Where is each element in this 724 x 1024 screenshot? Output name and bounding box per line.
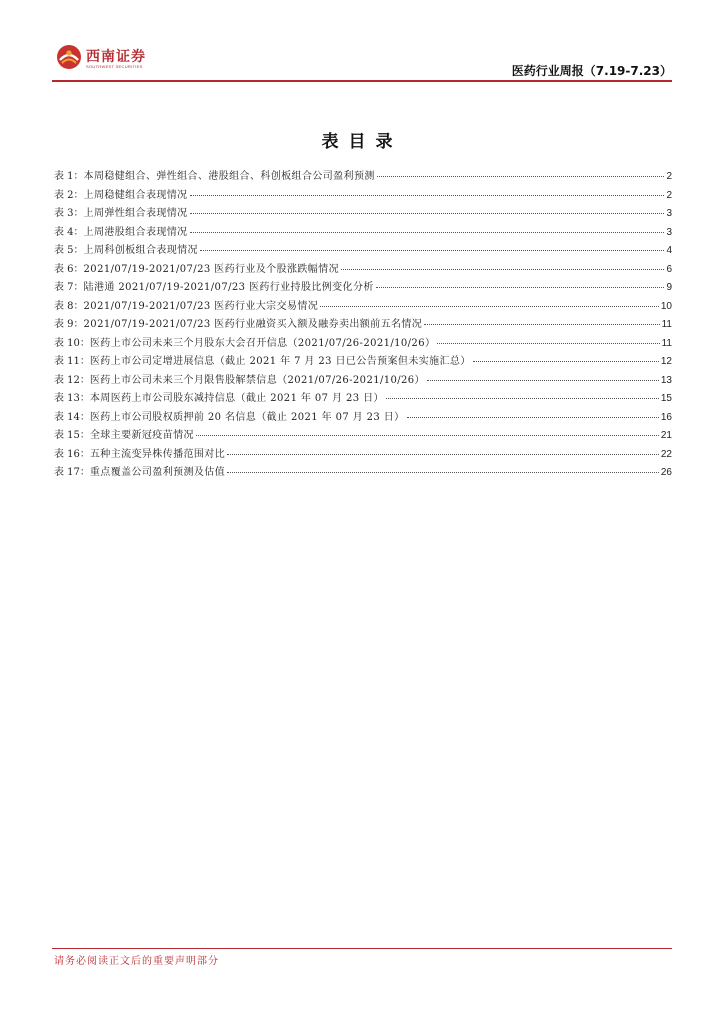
toc-entry[interactable] xyxy=(54,372,672,391)
toc-entry-title[interactable]: 医药上市公司股权质押前 20 名信息（截止 2021 年 07 月 23 日） xyxy=(89,411,405,423)
toc-entry[interactable] xyxy=(54,187,672,206)
toc-dot-leader xyxy=(190,195,665,196)
toc-entry-page[interactable]: 22 xyxy=(660,448,672,460)
toc-entry-label: 表 14： xyxy=(54,411,90,423)
toc-entry-title[interactable]: 本周稳健组合、弹性组合、港股组合、科创板组合公司盈利预测 xyxy=(83,171,375,182)
toc-entry-title[interactable]: 全球主要新冠疫苗情况 xyxy=(89,430,194,441)
company-logo xyxy=(56,44,156,74)
toc-dot-leader xyxy=(376,287,665,288)
toc-entry[interactable] xyxy=(54,446,672,465)
toc-entry[interactable] xyxy=(54,224,672,243)
toc-entry-title[interactable]: 上周弹性组合表现情况 xyxy=(83,208,188,219)
toc-entry-label: 表 17： xyxy=(54,467,90,478)
toc-entry-page[interactable]: 2 xyxy=(666,189,672,201)
toc-entry-title[interactable]: 上周港股组合表现情况 xyxy=(83,226,188,238)
toc-entry-page[interactable]: 3 xyxy=(666,208,672,219)
toc-dot-leader xyxy=(227,454,659,455)
toc-entry-page[interactable]: 12 xyxy=(660,356,672,367)
logo-name: 西南证券 xyxy=(86,49,146,65)
toc-entry-page[interactable]: 26 xyxy=(660,467,672,478)
toc-dot-leader xyxy=(407,417,659,418)
toc-entry-label: 表 1： xyxy=(54,171,84,182)
toc-entry-title[interactable]: 医药上市公司定增进展信息（截止 2021 年 7 月 23 日已公告预案但未实施汇总） xyxy=(89,356,471,367)
toc-dot-leader xyxy=(377,176,665,177)
toc-entry-title[interactable]: 2021/07/19-2021/07/23 医药行业及个股涨跌幅情况 xyxy=(83,263,339,275)
toc-entry-label: 表 2： xyxy=(54,189,84,201)
toc-dot-leader xyxy=(190,232,665,233)
toc-entry[interactable] xyxy=(54,409,672,428)
toc-dot-leader xyxy=(200,250,664,251)
toc-entry-page[interactable]: 13 xyxy=(660,374,672,386)
toc-dot-leader xyxy=(196,435,659,436)
toc-entry-page[interactable]: 16 xyxy=(660,411,672,423)
toc-entry-title[interactable]: 医药上市公司未来三个月限售股解禁信息（2021/07/26-2021/10/26） xyxy=(89,374,425,386)
toc-entry-label: 表 13： xyxy=(54,393,90,404)
sun-logo-icon xyxy=(56,44,82,70)
toc-entry[interactable] xyxy=(54,298,672,317)
toc-dot-leader xyxy=(473,361,659,362)
report-name: 医药行业周报（7.19-7.23） xyxy=(511,64,672,78)
toc-entry-title[interactable]: 陆港通 2021/07/19-2021/07/23 医药行业持股比例变化分析 xyxy=(83,282,374,293)
toc-entry-label: 表 4： xyxy=(54,226,84,238)
toc-entry-label: 表 8： xyxy=(54,300,84,312)
toc-entry-title[interactable]: 上周稳健组合表现情况 xyxy=(83,189,188,201)
toc-entry-page[interactable]: 9 xyxy=(666,282,672,293)
toc-dot-leader xyxy=(227,472,659,473)
toc-entry-page[interactable]: 11 xyxy=(661,337,672,349)
toc-entry[interactable] xyxy=(54,316,672,335)
toc-entry-label: 表 11： xyxy=(54,356,90,367)
toc-dot-leader xyxy=(386,398,659,399)
toc-entry[interactable] xyxy=(54,390,672,409)
footer-divider xyxy=(52,948,672,949)
toc-entry[interactable] xyxy=(54,353,672,372)
toc-entry-title[interactable]: 本周医药上市公司股东减持信息（截止 2021 年 07 月 23 日） xyxy=(89,393,384,404)
toc-dot-leader xyxy=(341,269,664,270)
toc-dot-leader xyxy=(427,380,659,381)
toc-entry-page[interactable]: 15 xyxy=(660,393,672,404)
toc-entry-label: 表 5： xyxy=(54,245,84,256)
toc-dot-leader xyxy=(320,306,659,307)
toc-entry[interactable] xyxy=(54,242,672,261)
header-divider xyxy=(52,80,672,82)
toc-entry-page[interactable]: 2 xyxy=(666,171,672,182)
toc-entry-title[interactable]: 重点覆盖公司盈利预测及估值 xyxy=(89,467,226,478)
table-of-contents xyxy=(54,168,672,483)
toc-title: 表目录 xyxy=(321,132,403,152)
toc-entry[interactable] xyxy=(54,427,672,446)
toc-entry-title[interactable]: 2021/07/19-2021/07/23 医药行业大宗交易情况 xyxy=(83,300,319,312)
toc-dot-leader xyxy=(437,343,659,344)
toc-entry-label: 表 9： xyxy=(54,319,84,330)
toc-dot-leader xyxy=(190,213,665,214)
toc-entry[interactable] xyxy=(54,279,672,298)
toc-entry[interactable] xyxy=(54,464,672,483)
toc-entry-title[interactable]: 医药上市公司未来三个月股东大会召开信息（2021/07/26-2021/10/26） xyxy=(89,337,436,349)
toc-dot-leader xyxy=(424,324,659,325)
toc-entry-page[interactable]: 10 xyxy=(660,300,672,312)
toc-entry-page[interactable]: 4 xyxy=(666,245,672,256)
toc-entry-page[interactable]: 11 xyxy=(661,319,672,330)
toc-entry-label: 表 3： xyxy=(54,208,84,219)
logo-subtitle: SOUTHWEST SECURITIES xyxy=(86,64,143,69)
toc-entry[interactable] xyxy=(54,168,672,187)
toc-entry-title[interactable]: 五种主流变异株传播范围对比 xyxy=(89,448,226,460)
toc-entry-title[interactable]: 上周科创板组合表现情况 xyxy=(83,245,198,256)
toc-entry[interactable] xyxy=(54,261,672,280)
toc-entry-label: 表 7： xyxy=(54,282,84,293)
toc-entry-page[interactable]: 6 xyxy=(666,263,672,275)
toc-entry-label: 表 12： xyxy=(54,374,90,386)
toc-entry[interactable] xyxy=(54,205,672,224)
toc-entry-label: 表 16： xyxy=(54,448,90,460)
toc-entry-page[interactable]: 3 xyxy=(666,226,672,238)
toc-entry-page[interactable]: 21 xyxy=(660,430,672,441)
toc-entry-label: 表 6： xyxy=(54,263,84,275)
footer-disclaimer: 请务必阅读正文后的重要声明部分 xyxy=(54,956,219,967)
toc-entry-label: 表 10： xyxy=(54,337,90,349)
toc-entry-label: 表 15： xyxy=(54,430,90,441)
toc-entry-title[interactable]: 2021/07/19-2021/07/23 医药行业融资买入额及融券卖出额前五名情况 xyxy=(83,319,423,330)
toc-entry[interactable] xyxy=(54,335,672,354)
